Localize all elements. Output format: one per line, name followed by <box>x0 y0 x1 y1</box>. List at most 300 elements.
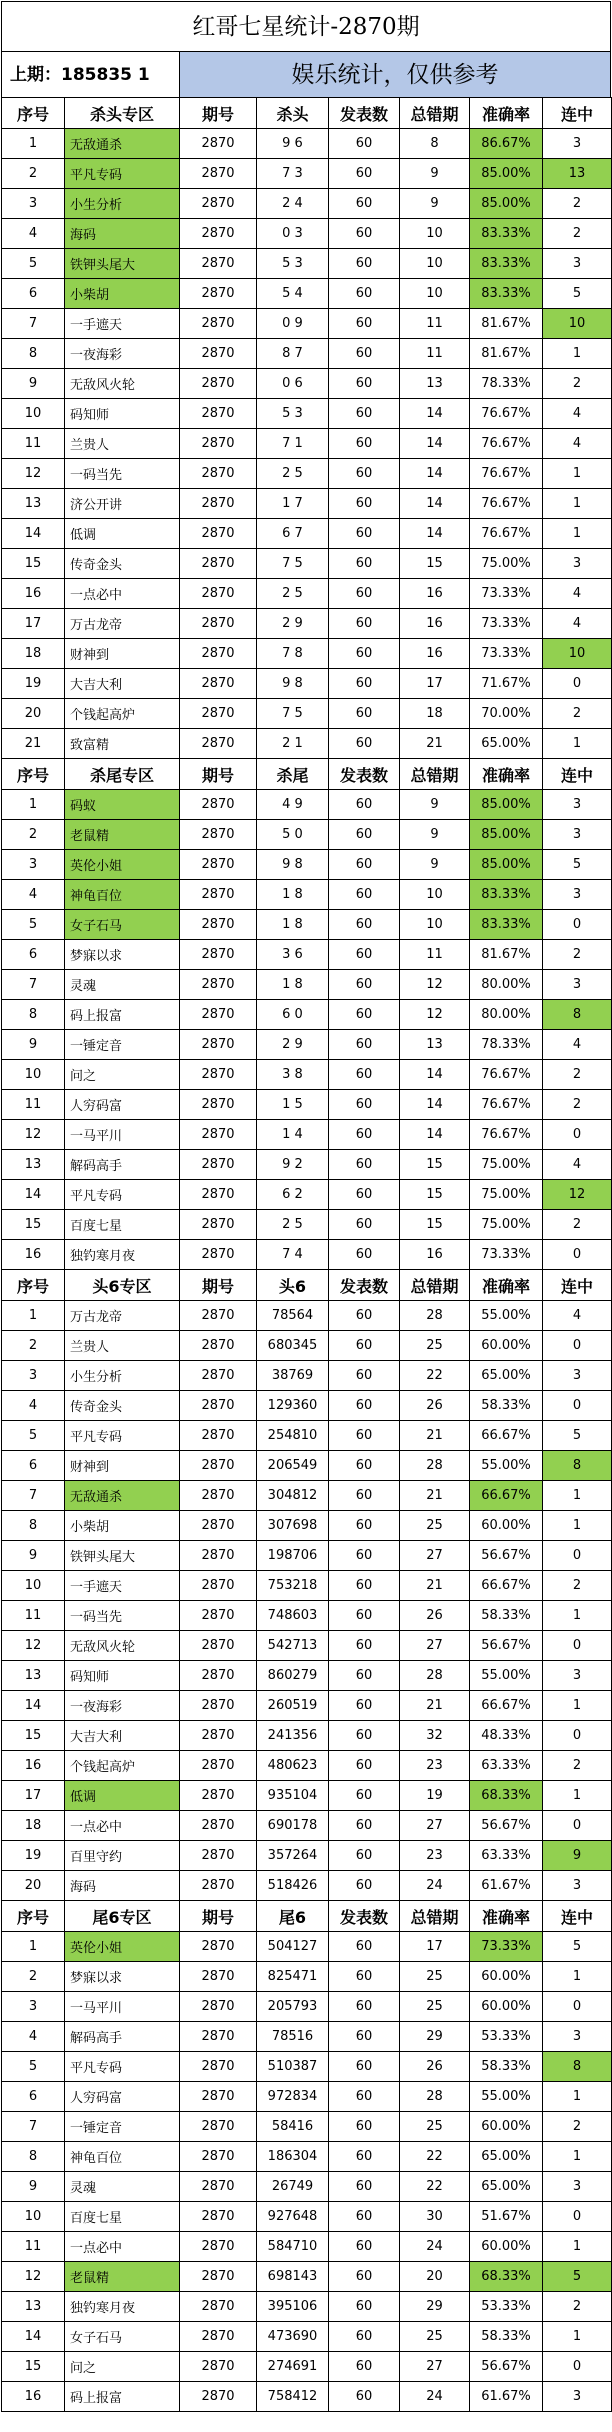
column-header-accuracy: 准确率 <box>470 1901 543 1932</box>
cell-accuracy: 78.33% <box>470 1030 543 1060</box>
cell-streak: 4 <box>543 579 612 609</box>
cell-numbers: 7 4 <box>257 1240 329 1270</box>
cell-streak: 3 <box>543 880 612 910</box>
cell-index: 16 <box>2 1240 65 1270</box>
cell-index: 12 <box>2 459 65 489</box>
table-row <box>2 1481 612 1511</box>
cell-streak: 1 <box>543 1481 612 1511</box>
cell-numbers: 7 1 <box>257 429 329 459</box>
cell-accuracy: 86.67% <box>470 129 543 159</box>
cell-numbers: 480623 <box>257 1751 329 1781</box>
cell-index: 10 <box>2 1060 65 1090</box>
cell-numbers: 9 6 <box>257 129 329 159</box>
cell-streak: 3 <box>543 129 612 159</box>
cell-accuracy: 83.33% <box>470 880 543 910</box>
cell-numbers: 825471 <box>257 1962 329 1992</box>
cell-errors: 20 <box>400 2262 470 2292</box>
cell-issue: 2870 <box>180 1962 257 1992</box>
cell-accuracy: 66.67% <box>470 1691 543 1721</box>
column-header-streak: 连中 <box>543 98 612 129</box>
cell-published: 60 <box>329 1511 400 1541</box>
cell-errors: 12 <box>400 1000 470 1030</box>
cell-published: 60 <box>329 1932 400 1962</box>
cell-errors: 27 <box>400 1541 470 1571</box>
cell-accuracy: 76.67% <box>470 1060 543 1090</box>
cell-errors: 24 <box>400 2232 470 2262</box>
cell-name: 神龟百位 <box>65 880 180 910</box>
cell-name: 一点必中 <box>65 579 180 609</box>
cell-numbers: 2 4 <box>257 189 329 219</box>
cell-published: 60 <box>329 2142 400 2172</box>
cell-published: 60 <box>329 1601 400 1631</box>
cell-index: 20 <box>2 699 65 729</box>
cell-index: 5 <box>2 910 65 940</box>
table-row <box>2 2142 612 2172</box>
cell-published: 60 <box>329 820 400 850</box>
cell-published: 60 <box>329 1180 400 1210</box>
cell-issue: 2870 <box>180 249 257 279</box>
cell-streak: 13 <box>543 159 612 189</box>
cell-accuracy: 55.00% <box>470 1661 543 1691</box>
cell-accuracy: 65.00% <box>470 2172 543 2202</box>
table-row <box>2 1000 612 1030</box>
cell-accuracy: 83.33% <box>470 219 543 249</box>
cell-errors: 9 <box>400 189 470 219</box>
cell-streak: 1 <box>543 459 612 489</box>
table-row <box>2 459 612 489</box>
cell-name: 万古龙帝 <box>65 609 180 639</box>
cell-published: 60 <box>329 399 400 429</box>
subheader <box>1 51 611 97</box>
cell-index: 8 <box>2 2142 65 2172</box>
cell-name: 问之 <box>65 1060 180 1090</box>
cell-index: 7 <box>2 1481 65 1511</box>
cell-issue: 2870 <box>180 970 257 1000</box>
table-row <box>2 1331 612 1361</box>
cell-errors: 29 <box>400 2292 470 2322</box>
cell-published: 60 <box>329 2082 400 2112</box>
cell-issue: 2870 <box>180 1120 257 1150</box>
cell-issue: 2870 <box>180 2082 257 2112</box>
cell-index: 15 <box>2 1210 65 1240</box>
cell-errors: 26 <box>400 2052 470 2082</box>
cell-index: 17 <box>2 1781 65 1811</box>
cell-issue: 2870 <box>180 1691 257 1721</box>
cell-published: 60 <box>329 2202 400 2232</box>
cell-errors: 14 <box>400 1120 470 1150</box>
cell-accuracy: 55.00% <box>470 1451 543 1481</box>
cell-streak: 4 <box>543 1150 612 1180</box>
cell-accuracy: 66.67% <box>470 1571 543 1601</box>
cell-published: 60 <box>329 1210 400 1240</box>
cell-streak: 5 <box>543 850 612 880</box>
cell-name: 一点必中 <box>65 1811 180 1841</box>
cell-numbers: 9 2 <box>257 1150 329 1180</box>
cell-streak: 0 <box>543 1721 612 1751</box>
cell-errors: 28 <box>400 2082 470 2112</box>
table-row <box>2 1090 612 1120</box>
cell-index: 16 <box>2 579 65 609</box>
cell-issue: 2870 <box>180 1871 257 1901</box>
cell-name: 独钓寒月夜 <box>65 2292 180 2322</box>
cell-issue: 2870 <box>180 459 257 489</box>
cell-name: 个钱起高炉 <box>65 1751 180 1781</box>
cell-issue: 2870 <box>180 1000 257 1030</box>
cell-streak: 2 <box>543 189 612 219</box>
cell-accuracy: 66.67% <box>470 1481 543 1511</box>
cell-published: 60 <box>329 1721 400 1751</box>
cell-name: 英伦小姐 <box>65 1932 180 1962</box>
cell-index: 6 <box>2 279 65 309</box>
cell-streak: 3 <box>543 2172 612 2202</box>
cell-accuracy: 75.00% <box>470 1150 543 1180</box>
cell-issue: 2870 <box>180 880 257 910</box>
cell-published: 60 <box>329 699 400 729</box>
cell-errors: 21 <box>400 1571 470 1601</box>
cell-accuracy: 73.33% <box>470 1240 543 1270</box>
cell-issue: 2870 <box>180 2052 257 2082</box>
cell-index: 14 <box>2 2322 65 2352</box>
column-header-errors: 总错期 <box>400 98 470 129</box>
cell-index: 4 <box>2 219 65 249</box>
cell-index: 14 <box>2 1180 65 1210</box>
cell-index: 15 <box>2 549 65 579</box>
cell-issue: 2870 <box>180 159 257 189</box>
cell-errors: 28 <box>400 1301 470 1331</box>
cell-name: 百里守约 <box>65 1841 180 1871</box>
cell-index: 6 <box>2 940 65 970</box>
cell-published: 60 <box>329 309 400 339</box>
cell-published: 60 <box>329 970 400 1000</box>
column-header-streak: 连中 <box>543 759 612 790</box>
table-row <box>2 519 612 549</box>
cell-issue: 2870 <box>180 1541 257 1571</box>
cell-errors: 14 <box>400 489 470 519</box>
cell-accuracy: 55.00% <box>470 1301 543 1331</box>
table-row <box>2 1541 612 1571</box>
cell-issue: 2870 <box>180 489 257 519</box>
cell-numbers: 504127 <box>257 1932 329 1962</box>
cell-issue: 2870 <box>180 309 257 339</box>
cell-numbers: 680345 <box>257 1331 329 1361</box>
cell-issue: 2870 <box>180 1781 257 1811</box>
cell-name: 一马平川 <box>65 1120 180 1150</box>
cell-issue: 2870 <box>180 2022 257 2052</box>
cell-streak: 0 <box>543 1331 612 1361</box>
cell-streak: 3 <box>543 549 612 579</box>
cell-name: 平凡专码 <box>65 159 180 189</box>
table-row <box>2 1631 612 1661</box>
cell-published: 60 <box>329 790 400 820</box>
cell-streak: 0 <box>543 1541 612 1571</box>
cell-accuracy: 65.00% <box>470 729 543 759</box>
cell-accuracy: 76.67% <box>470 429 543 459</box>
cell-streak: 3 <box>543 2022 612 2052</box>
cell-issue: 2870 <box>180 2322 257 2352</box>
cell-numbers: 186304 <box>257 2142 329 2172</box>
cell-streak: 1 <box>543 1601 612 1631</box>
column-header-numbers: 尾6 <box>257 1901 329 1932</box>
cell-streak: 3 <box>543 2382 612 2412</box>
cell-index: 3 <box>2 850 65 880</box>
cell-published: 60 <box>329 2352 400 2382</box>
cell-published: 60 <box>329 729 400 759</box>
cell-name: 独钓寒月夜 <box>65 1240 180 1270</box>
cell-errors: 21 <box>400 1691 470 1721</box>
cell-errors: 25 <box>400 1331 470 1361</box>
table-row <box>2 2052 612 2082</box>
cell-published: 60 <box>329 669 400 699</box>
cell-streak: 1 <box>543 1962 612 1992</box>
cell-accuracy: 58.33% <box>470 1391 543 1421</box>
table-row <box>2 1120 612 1150</box>
cell-numbers: 2 1 <box>257 729 329 759</box>
table-row <box>2 2202 612 2232</box>
cell-published: 60 <box>329 2052 400 2082</box>
cell-published: 60 <box>329 1871 400 1901</box>
cell-streak: 2 <box>543 2112 612 2142</box>
cell-accuracy: 65.00% <box>470 2142 543 2172</box>
cell-name: 无敌通杀 <box>65 129 180 159</box>
table-row <box>2 729 612 759</box>
cell-errors: 9 <box>400 820 470 850</box>
cell-name: 一码当先 <box>65 1601 180 1631</box>
cell-numbers: 38769 <box>257 1361 329 1391</box>
cell-errors: 25 <box>400 1511 470 1541</box>
cell-streak: 0 <box>543 1631 612 1661</box>
cell-numbers: 58416 <box>257 2112 329 2142</box>
cell-name: 老鼠精 <box>65 2262 180 2292</box>
cell-issue: 2870 <box>180 1811 257 1841</box>
cell-name: 一夜海彩 <box>65 339 180 369</box>
cell-accuracy: 56.67% <box>470 1541 543 1571</box>
cell-errors: 13 <box>400 1030 470 1060</box>
cell-accuracy: 68.33% <box>470 1781 543 1811</box>
cell-published: 60 <box>329 1030 400 1060</box>
column-header-numbers: 杀头 <box>257 98 329 129</box>
cell-published: 60 <box>329 189 400 219</box>
cell-streak: 2 <box>543 1210 612 1240</box>
cell-issue: 2870 <box>180 1421 257 1451</box>
cell-published: 60 <box>329 549 400 579</box>
cell-index: 1 <box>2 790 65 820</box>
cell-numbers: 698143 <box>257 2262 329 2292</box>
cell-index: 1 <box>2 129 65 159</box>
cell-published: 60 <box>329 1240 400 1270</box>
cell-numbers: 510387 <box>257 2052 329 2082</box>
cell-numbers: 357264 <box>257 1841 329 1871</box>
cell-issue: 2870 <box>180 1661 257 1691</box>
cell-numbers: 307698 <box>257 1511 329 1541</box>
cell-index: 3 <box>2 1361 65 1391</box>
cell-numbers: 5 3 <box>257 249 329 279</box>
cell-streak: 4 <box>543 1301 612 1331</box>
disclaimer-note: 娱乐统计，仅供参考 <box>180 52 610 97</box>
cell-numbers: 3 6 <box>257 940 329 970</box>
cell-index: 3 <box>2 1992 65 2022</box>
cell-streak: 0 <box>543 1120 612 1150</box>
cell-accuracy: 83.33% <box>470 249 543 279</box>
cell-accuracy: 83.33% <box>470 910 543 940</box>
cell-issue: 2870 <box>180 820 257 850</box>
cell-issue: 2870 <box>180 1481 257 1511</box>
cell-issue: 2870 <box>180 2202 257 2232</box>
cell-issue: 2870 <box>180 910 257 940</box>
cell-index: 18 <box>2 639 65 669</box>
column-header-issue: 期号 <box>180 1270 257 1301</box>
cell-name: 灵魂 <box>65 970 180 1000</box>
cell-index: 2 <box>2 1331 65 1361</box>
cell-accuracy: 75.00% <box>470 549 543 579</box>
cell-name: 人穷码富 <box>65 2082 180 2112</box>
cell-issue: 2870 <box>180 1301 257 1331</box>
cell-published: 60 <box>329 2382 400 2412</box>
cell-name: 传奇金头 <box>65 1391 180 1421</box>
cell-name: 小柴胡 <box>65 279 180 309</box>
cell-errors: 25 <box>400 2112 470 2142</box>
cell-index: 5 <box>2 249 65 279</box>
cell-errors: 18 <box>400 699 470 729</box>
cell-numbers: 2 9 <box>257 609 329 639</box>
cell-streak: 0 <box>543 1992 612 2022</box>
cell-streak: 0 <box>543 910 612 940</box>
cell-accuracy: 70.00% <box>470 699 543 729</box>
previous-draw-label: 上期：185835 1 <box>2 52 180 97</box>
cell-published: 60 <box>329 369 400 399</box>
cell-accuracy: 60.00% <box>470 2232 543 2262</box>
cell-streak: 4 <box>543 609 612 639</box>
cell-errors: 16 <box>400 579 470 609</box>
cell-errors: 11 <box>400 339 470 369</box>
cell-errors: 23 <box>400 1751 470 1781</box>
cell-issue: 2870 <box>180 1631 257 1661</box>
table-row <box>2 1180 612 1210</box>
cell-name: 小生分析 <box>65 189 180 219</box>
column-header-streak: 连中 <box>543 1270 612 1301</box>
cell-name: 神龟百位 <box>65 2142 180 2172</box>
column-header-name: 杀尾专区 <box>65 759 180 790</box>
cell-accuracy: 63.33% <box>470 1841 543 1871</box>
cell-errors: 22 <box>400 1361 470 1391</box>
cell-name: 问之 <box>65 2352 180 2382</box>
table-row <box>2 1391 612 1421</box>
cell-published: 60 <box>329 1481 400 1511</box>
cell-issue: 2870 <box>180 1030 257 1060</box>
cell-accuracy: 53.33% <box>470 2292 543 2322</box>
cell-name: 传奇金头 <box>65 549 180 579</box>
column-header-issue: 期号 <box>180 98 257 129</box>
cell-issue: 2870 <box>180 1932 257 1962</box>
column-header-name: 尾6专区 <box>65 1901 180 1932</box>
cell-published: 60 <box>329 2232 400 2262</box>
cell-streak: 2 <box>543 369 612 399</box>
cell-name: 济公开讲 <box>65 489 180 519</box>
cell-index: 15 <box>2 1721 65 1751</box>
table-row <box>2 129 612 159</box>
stats-sheet <box>1 1 611 2412</box>
cell-issue: 2870 <box>180 1511 257 1541</box>
cell-name: 一夜海彩 <box>65 1691 180 1721</box>
cell-streak: 1 <box>543 729 612 759</box>
cell-numbers: 9 8 <box>257 850 329 880</box>
cell-errors: 27 <box>400 1631 470 1661</box>
cell-name: 低调 <box>65 519 180 549</box>
table-row <box>2 1361 612 1391</box>
cell-issue: 2870 <box>180 1451 257 1481</box>
cell-index: 2 <box>2 159 65 189</box>
cell-numbers: 542713 <box>257 1631 329 1661</box>
cell-numbers: 0 3 <box>257 219 329 249</box>
cell-streak: 0 <box>543 2202 612 2232</box>
cell-accuracy: 60.00% <box>470 1962 543 1992</box>
cell-numbers: 758412 <box>257 2382 329 2412</box>
cell-accuracy: 73.33% <box>470 609 543 639</box>
cell-accuracy: 66.67% <box>470 1421 543 1451</box>
cell-index: 11 <box>2 1601 65 1631</box>
cell-streak: 0 <box>543 1811 612 1841</box>
cell-issue: 2870 <box>180 1150 257 1180</box>
cell-errors: 23 <box>400 1841 470 1871</box>
cell-errors: 17 <box>400 1932 470 1962</box>
table-row <box>2 249 612 279</box>
cell-numbers: 584710 <box>257 2232 329 2262</box>
cell-name: 小生分析 <box>65 1361 180 1391</box>
cell-streak: 10 <box>543 309 612 339</box>
cell-streak: 1 <box>543 1781 612 1811</box>
table-row <box>2 2262 612 2292</box>
cell-streak: 0 <box>543 1391 612 1421</box>
cell-streak: 4 <box>543 1030 612 1060</box>
cell-numbers: 205793 <box>257 1992 329 2022</box>
table-row <box>2 309 612 339</box>
cell-published: 60 <box>329 1691 400 1721</box>
table-row <box>2 1451 612 1481</box>
table-row <box>2 369 612 399</box>
table-row <box>2 790 612 820</box>
cell-published: 60 <box>329 279 400 309</box>
cell-index: 14 <box>2 1691 65 1721</box>
cell-issue: 2870 <box>180 2262 257 2292</box>
cell-numbers: 1 8 <box>257 880 329 910</box>
cell-errors: 17 <box>400 669 470 699</box>
cell-numbers: 395106 <box>257 2292 329 2322</box>
cell-errors: 15 <box>400 549 470 579</box>
cell-errors: 9 <box>400 790 470 820</box>
cell-numbers: 254810 <box>257 1421 329 1451</box>
cell-issue: 2870 <box>180 579 257 609</box>
cell-name: 梦寐以求 <box>65 1962 180 1992</box>
cell-issue: 2870 <box>180 1841 257 1871</box>
cell-errors: 21 <box>400 1481 470 1511</box>
cell-issue: 2870 <box>180 2352 257 2382</box>
cell-numbers: 972834 <box>257 2082 329 2112</box>
column-header-accuracy: 准确率 <box>470 98 543 129</box>
cell-numbers: 7 5 <box>257 549 329 579</box>
column-header-published: 发表数 <box>329 759 400 790</box>
table-row <box>2 1871 612 1901</box>
table-row <box>2 219 612 249</box>
cell-accuracy: 60.00% <box>470 2112 543 2142</box>
column-header-published: 发表数 <box>329 1901 400 1932</box>
cell-errors: 28 <box>400 1451 470 1481</box>
cell-streak: 2 <box>543 2292 612 2322</box>
cell-index: 6 <box>2 2082 65 2112</box>
cell-name: 万古龙帝 <box>65 1301 180 1331</box>
cell-name: 一锤定音 <box>65 1030 180 1060</box>
cell-index: 11 <box>2 429 65 459</box>
cell-errors: 19 <box>400 1781 470 1811</box>
cell-numbers: 690178 <box>257 1811 329 1841</box>
